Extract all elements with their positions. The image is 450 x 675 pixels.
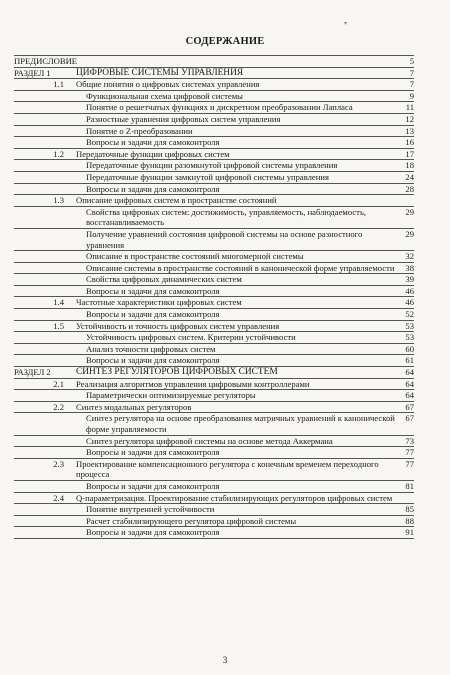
toc-entry-title: Вопросы и задачи для самоконтроля <box>86 355 220 366</box>
toc-entry-page: 16 <box>405 137 414 148</box>
toc-entry-number <box>14 102 72 113</box>
toc-entry <box>14 344 414 356</box>
toc-entry-number: 1.1 <box>53 79 64 90</box>
toc-entry <box>14 321 414 333</box>
toc-entry-title: Функциональная схема цифровой системы <box>86 90 243 101</box>
toc-entry <box>14 527 414 539</box>
toc-entry-page: 5 <box>409 56 414 66</box>
toc-entry-page: 29 <box>405 228 414 239</box>
toc-entry-page: 24 <box>405 171 414 182</box>
toc-entry <box>14 149 414 161</box>
toc-entry-title: Вопросы и задачи для самоконтроля <box>86 480 220 491</box>
toc-entry-number <box>14 504 72 515</box>
toc-entry-title: ЦИФРОВЫЕ СИСТЕМЫ УПРАВЛЕНИЯ <box>76 67 244 78</box>
toc-entry <box>14 114 414 126</box>
toc-entry-title: Вопросы и задачи для самоконтроля <box>86 137 220 148</box>
toc-entry-title: Расчет стабилизирующего регулятора цифровой системы <box>86 515 297 526</box>
toc-entry-title: Передаточные функции цифровых систем <box>76 148 230 159</box>
toc-entry-title: Понятие о Z-преобразовании <box>86 125 193 136</box>
toc-entry-number <box>14 137 72 148</box>
toc-entry-number: ПРЕДИСЛОВИЕ <box>14 56 78 66</box>
toc-entry-page: 39 <box>405 274 414 285</box>
toc-entry-page: 7 <box>409 79 414 90</box>
toc-entry-number <box>14 355 72 366</box>
toc-entry-page: 91 <box>405 527 414 538</box>
toc-entry <box>14 413 414 435</box>
toc-entry-page: 46 <box>405 285 414 296</box>
toc-entry-number <box>14 251 72 262</box>
toc-entry-page: 67 <box>405 413 414 424</box>
toc-entry <box>14 332 414 344</box>
toc-entry-page: 77 <box>405 458 414 469</box>
toc-entry-page: 7 <box>409 67 414 78</box>
toc-entry-page: 28 <box>405 183 414 194</box>
toc-entry-number: РАЗДЕЛ 2 <box>14 367 51 378</box>
toc-entry-number: 1.4 <box>53 297 64 308</box>
toc-entry-title: Свойства цифровых динамических систем <box>86 274 242 285</box>
toc-entry-page: 17 <box>405 148 414 159</box>
toc-entry-number <box>14 516 72 527</box>
toc-entry-number: 1.5 <box>53 320 64 331</box>
toc-entry-number <box>14 413 72 434</box>
toc-entry <box>14 160 414 172</box>
toc-entry <box>14 102 414 114</box>
toc-entry-page: 52 <box>405 309 414 320</box>
toc-entry <box>14 91 414 103</box>
toc-entry-page: 46 <box>405 297 414 308</box>
toc-entry-number: 2.4 <box>53 492 64 503</box>
toc-entry-number <box>14 390 72 401</box>
toc-entry-title: Устойчивость и точность цифровых систем управления <box>76 320 280 331</box>
toc-entry-title: Описание системы в пространстве состояний в канонической форме управляемости <box>86 262 395 273</box>
toc-entry <box>14 402 414 414</box>
toc-entry-number <box>14 91 72 102</box>
toc-entry-number <box>14 447 72 458</box>
toc-entry-page: 53 <box>405 332 414 343</box>
toc-entry-title: Анализ точности цифровых систем <box>86 343 216 354</box>
toc-entry-page <box>398 493 414 504</box>
toc-entry-number <box>14 274 72 285</box>
toc-entry <box>14 56 414 68</box>
table-of-contents <box>14 55 414 539</box>
toc-entry-page: 9 <box>409 90 414 101</box>
toc-entry-number: 1.2 <box>53 148 64 159</box>
toc-entry <box>14 447 414 459</box>
toc-entry-title: Синтез регулятора на основе преобразования матричных уравнений к канонической форме управляемости <box>86 413 395 434</box>
toc-entry-title: Реализация алгоритмов управления цифровыми контроллерами <box>76 378 310 389</box>
toc-entry-number <box>14 527 72 538</box>
toc-entry-title: Частотные характеристики цифровых систем <box>76 297 242 308</box>
toc-entry <box>14 379 414 391</box>
toc-entry-page: 32 <box>405 251 414 262</box>
toc-entry-number <box>14 309 72 320</box>
print-mark: ▾ <box>344 21 348 27</box>
toc-entry-number <box>14 344 72 355</box>
toc-entry <box>14 297 414 309</box>
toc-entry <box>14 516 414 528</box>
toc-entry <box>14 195 414 207</box>
toc-entry-number <box>14 263 72 274</box>
toc-entry-page: 81 <box>405 480 414 491</box>
toc-entry-page: 64 <box>405 390 414 401</box>
toc-entry <box>14 184 414 196</box>
page-number: 3 <box>222 655 228 665</box>
toc-entry-title: Описание в пространстве состояний многомерной системы <box>86 251 304 262</box>
toc-entry-page: 73 <box>405 435 414 446</box>
toc-entry-number <box>14 114 72 125</box>
toc-entry-number <box>14 184 72 195</box>
toc-entry <box>14 459 414 481</box>
toc-entry-title: Вопросы и задачи для самоконтроля <box>86 183 220 194</box>
toc-entry-title: Синтез модальных регуляторов <box>76 401 192 412</box>
toc-entry-page: 85 <box>405 504 414 515</box>
toc-entry-number: 2.3 <box>53 458 64 469</box>
toc-entry <box>14 493 414 505</box>
toc-entry-title: Получение уравнений состояния цифровой системы на основе разностного уравнения <box>86 228 363 250</box>
toc-entry-page: 60 <box>405 343 414 354</box>
toc-entry <box>14 274 414 286</box>
toc-entry-number <box>14 207 72 228</box>
toc-entry-page: 18 <box>405 160 414 171</box>
toc-entry-title: Вопросы и задачи для самоконтроля <box>86 447 220 458</box>
toc-entry <box>14 137 414 149</box>
toc-entry <box>14 504 414 516</box>
toc-entry-number: РАЗДЕЛ 1 <box>14 67 51 78</box>
toc-entry <box>14 79 414 91</box>
toc-entry-number: 2.2 <box>53 401 64 412</box>
toc-entry-title: Вопросы и задачи для самоконтроля <box>86 527 220 538</box>
toc-entry-page: 77 <box>405 447 414 458</box>
toc-entry-title: Понятие о решетчатых функциях и дискретном преобразовании Лапласа <box>86 102 353 113</box>
toc-entry <box>14 207 414 229</box>
toc-entry <box>14 286 414 298</box>
toc-entry-number <box>14 229 72 250</box>
toc-entry-number <box>14 481 72 492</box>
toc-entry-number <box>14 436 72 447</box>
toc-entry-page <box>398 195 414 206</box>
toc-entry-title: Синтез регулятора цифровой системы на основе метода Аккермана <box>86 435 333 446</box>
toc-entry-page: 61 <box>405 355 414 366</box>
toc-entry-page: 11 <box>405 102 414 113</box>
toc-entry-number <box>14 286 72 297</box>
toc-entry-title: Разностные уравнения цифровых систем управления <box>86 113 281 124</box>
toc-entry-number: 1.3 <box>53 195 64 206</box>
toc-entry <box>14 251 414 263</box>
toc-entry-number <box>14 172 72 183</box>
toc-entry-title: Общие понятия о цифровых системах управления <box>76 79 260 90</box>
toc-entry-title: Устойчивость цифровых систем. Критерии устойчивости <box>86 332 296 343</box>
toc-entry-title <box>72 56 398 67</box>
toc-entry <box>14 68 414 80</box>
toc-entry-title: Вопросы и задачи для самоконтроля <box>86 309 220 320</box>
toc-entry <box>14 355 414 367</box>
toc-entry <box>14 367 414 379</box>
toc-entry-page: 67 <box>405 401 414 412</box>
toc-entry-title: Описание цифровых систем в пространстве состояний <box>76 195 277 206</box>
toc-entry-title: Вопросы и задачи для самоконтроля <box>86 285 220 296</box>
toc-entry-title: Проектирование компенсационного регулятора с конечным временем переходного процесса <box>76 458 379 480</box>
toc-entry-title: Понятие внутренней устойчивости <box>86 504 215 515</box>
toc-entry-title: Передаточные функции разомкнутой цифровой системы управления <box>86 160 338 171</box>
toc-entry-number <box>14 160 72 171</box>
toc-entry-page: 12 <box>405 113 414 124</box>
toc-entry <box>14 436 414 448</box>
toc-entry-title: Свойства цифровых систем: достижимость, управляемость, наблюдаемость, восстанавливаемость <box>86 206 367 228</box>
toc-entry <box>14 126 414 138</box>
toc-entry-page: 29 <box>405 206 414 217</box>
page-title: СОДЕРЖАНИЕ <box>185 36 265 47</box>
toc-entry-page: 88 <box>405 515 414 526</box>
toc-entry-page: 38 <box>405 262 414 273</box>
toc-entry-page: 64 <box>405 378 414 389</box>
toc-entry-title: Передаточные функции замкнутой цифровой системы управления <box>86 171 329 182</box>
toc-entry-title: СИНТЕЗ РЕГУЛЯТОРОВ ЦИФРОВЫХ СИСТЕМ <box>76 367 278 378</box>
toc-entry-number <box>14 332 72 343</box>
toc-entry-title: Q-параметризация. Проектирование стабилизирующих регуляторов цифровых систем <box>76 492 393 503</box>
toc-entry <box>14 390 414 402</box>
toc-entry-page: 53 <box>405 320 414 331</box>
toc-entry-number: 2.1 <box>53 378 64 389</box>
toc-entry-title: Параметрически оптимизируемые регуляторы <box>86 390 256 401</box>
toc-entry <box>14 263 414 275</box>
toc-entry-number <box>14 126 72 137</box>
toc-entry <box>14 481 414 493</box>
toc-entry <box>14 229 414 251</box>
toc-entry <box>14 172 414 184</box>
toc-entry-page: 13 <box>405 125 414 136</box>
toc-entry <box>14 309 414 321</box>
toc-entry-page: 64 <box>405 367 414 378</box>
